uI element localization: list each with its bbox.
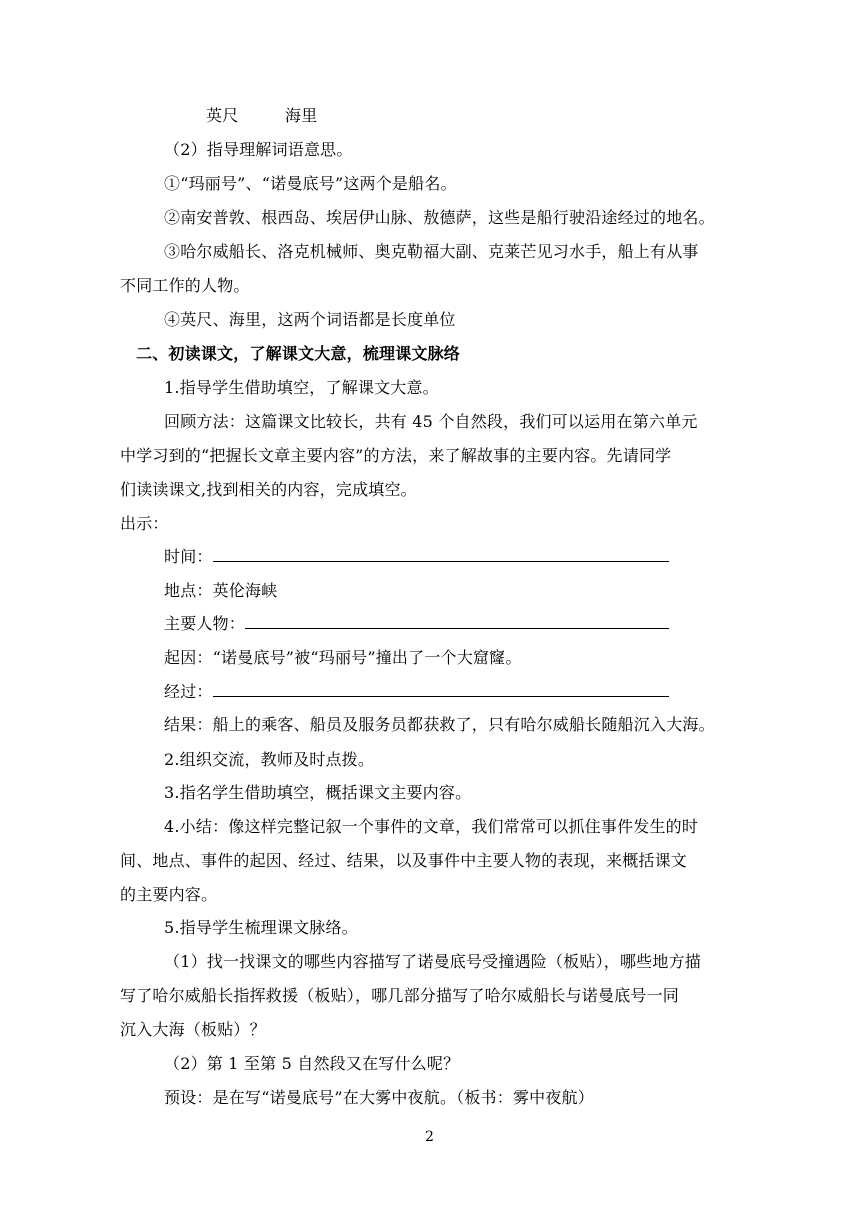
step-1-fill-blanks: 1.指导学生借助填空，了解课文大意。 (164, 378, 439, 397)
vocab-unit-haili: 海里 (285, 106, 318, 125)
step-4-summary-line3: 的主要内容。 (120, 885, 218, 904)
step-5-task1-line2: 写了哈尔威船长指挥救援（板贴），哪几部分描写了哈尔威船长与诺曼底号一同 (120, 986, 680, 1005)
fill-process-blank (213, 682, 669, 697)
step-5-task2: （2）第 1 至第 5 自然段又在写什么呢？ (164, 1054, 460, 1073)
step-4-summary-line1: 4.小结：像这样完整记叙一个事件的文章，我们常常可以抓住事件发生的时 (164, 817, 699, 836)
review-method-line1: 回顾方法：这篇课文比较长，共有 45 个自然段，我们可以运用在第六单元 (164, 412, 698, 431)
preset-answer: 预设：是在写“诺曼底号”在大雾中夜航。（板书：雾中夜航） (164, 1088, 594, 1107)
step-4-summary-line2: 间、地点、事件的起因、经过、结果，以及事件中主要人物的表现，来概括课文 (120, 851, 688, 870)
review-method-line2: 中学习到的“把握长文章主要内容”的方法，来了解故事的主要内容。先请同学 (120, 446, 672, 465)
fill-time-label: 时间： (164, 547, 213, 566)
step-understand-words: （2）指导理解词语意思。 (164, 140, 353, 159)
fill-place: 地点：英伦海峡 (164, 581, 278, 600)
step-3-summarize: 3.指名学生借助填空，概括课文主要内容。 (164, 783, 472, 802)
fill-cause: 起因：“诺曼底号”被“玛丽号”撞出了一个大窟窿。 (164, 648, 522, 667)
explanation-ship-names: ①“玛丽号”、“诺曼底号”这两个是船名。 (164, 174, 457, 193)
explanation-place-names: ②南安普敦、根西岛、埃居伊山脉、敖德萨，这些是船行驶沿途经过的地名。 (164, 208, 715, 227)
step-2-discussion: 2.组织交流，教师及时点拨。 (164, 750, 375, 769)
fill-people-label: 主要人物： (164, 614, 246, 633)
show-label: 出示： (120, 514, 169, 533)
fill-process-label: 经过： (164, 682, 213, 701)
vocab-unit-yingchi: 英尺 (206, 106, 239, 125)
section-heading-2: 二、初读课文，了解课文大意，梳理课文脉络 (136, 344, 461, 363)
fill-process-row (164, 682, 669, 702)
review-method-line3: 们读读课文,找到相关的内容，完成填空。 (120, 480, 417, 499)
explanation-people-line1: ③哈尔威船长、洛克机械师、奥克勒福大副、克莱芒见习水手，船上有从事 (164, 242, 699, 261)
fill-time-row (164, 547, 669, 567)
step-5-task1-line3: 沉入大海（板贴）？ (120, 1020, 266, 1039)
fill-result: 结果：船上的乘客、船员及服务员都获救了，只有哈尔威船长随船沉入大海。 (164, 715, 715, 734)
fill-time-blank (213, 547, 669, 562)
explanation-units: ④英尺、海里，这两个词语都是长度单位 (164, 310, 456, 329)
step-5-structure: 5.指导学生梳理课文脉络。 (164, 918, 358, 937)
explanation-people-line2: 不同工作的人物。 (120, 276, 250, 295)
fill-people-blank (245, 614, 669, 629)
fill-people-row (164, 614, 669, 634)
step-5-task1-line1: （1）找一找课文的哪些内容描写了诺曼底号受撞遇险（板贴），哪些地方描 (164, 952, 701, 971)
page-number: 2 (425, 1129, 434, 1145)
